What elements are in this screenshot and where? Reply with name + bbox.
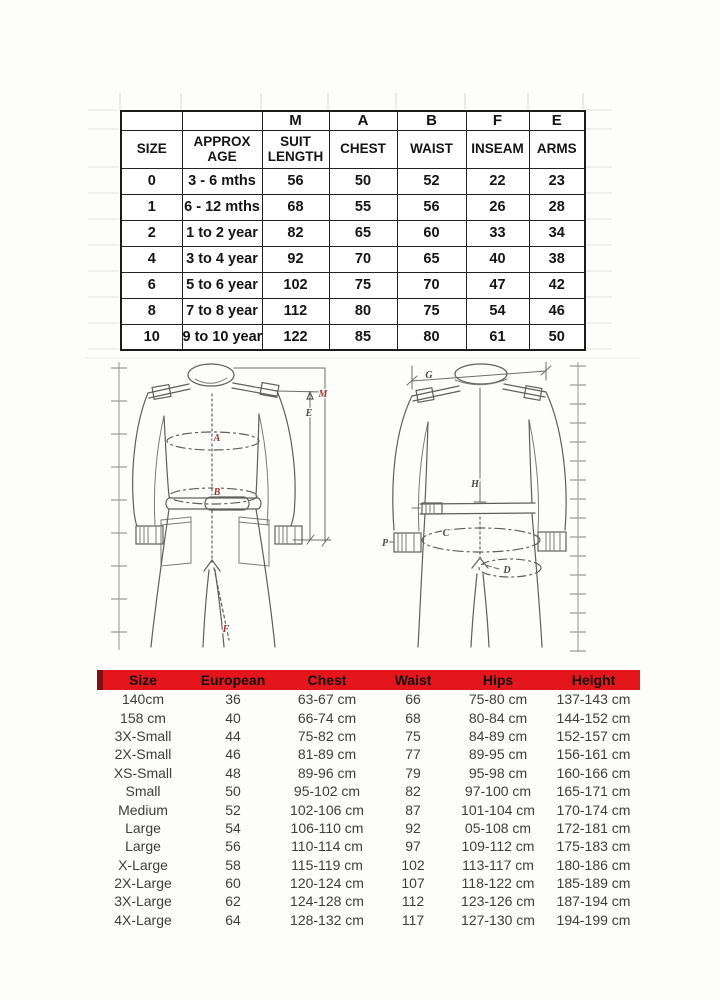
cell: 123-126 cm <box>461 893 535 910</box>
cell: 34 <box>529 220 585 246</box>
table-row <box>97 874 640 892</box>
cell: 3 to 4 year <box>182 246 262 272</box>
cell: 109-112 cm <box>461 838 535 855</box>
cell: 92 <box>262 246 329 272</box>
cell: 1 <box>121 194 182 220</box>
cell <box>182 111 262 130</box>
cell: 65 <box>397 246 466 272</box>
cell: 38 <box>529 246 585 272</box>
table-row <box>121 298 585 324</box>
cell: 124-128 cm <box>290 893 364 910</box>
cell: 165-171 cm <box>556 783 631 800</box>
cell: 102-106 cm <box>290 801 364 818</box>
cell: 68 <box>262 194 329 220</box>
cell: 56 <box>262 168 329 194</box>
cell: Small <box>125 783 161 800</box>
size-rows <box>97 690 640 929</box>
cell: 80 <box>329 298 397 324</box>
cell: WAIST <box>397 130 466 168</box>
cell: 2 <box>121 220 182 246</box>
cell: 118-122 cm <box>461 875 535 892</box>
cell: 4X-Large <box>114 911 172 928</box>
table-row <box>97 856 640 874</box>
cell: 55 <box>329 194 397 220</box>
cell: 140cm <box>121 691 165 708</box>
column-header-row <box>121 130 585 168</box>
cell: 3 - 6 mths <box>182 168 262 194</box>
cell: 1 to 2 year <box>182 220 262 246</box>
table-row <box>97 911 640 929</box>
table-row <box>97 764 640 782</box>
cell: 80-84 cm <box>468 709 528 726</box>
cell: Height <box>547 670 640 690</box>
cell: 194-199 cm <box>556 911 631 928</box>
cell: 95-98 cm <box>468 764 528 781</box>
table-row <box>97 727 640 745</box>
cell: 158 cm <box>120 709 166 726</box>
cell: 52 <box>397 168 466 194</box>
cell: 3X-Small <box>114 727 172 744</box>
cell: 117 <box>401 911 425 928</box>
cell: 8 <box>121 298 182 324</box>
cell: 22 <box>466 168 529 194</box>
cell: 05-108 cm <box>464 819 532 836</box>
cell: 112 <box>262 298 329 324</box>
cell: 2X-Large <box>114 875 172 892</box>
cell: 137-143 cm <box>556 691 631 708</box>
cell: B <box>397 111 466 130</box>
cell: 128-132 cm <box>290 911 364 928</box>
cell: 87 <box>405 801 421 818</box>
cell: 77 <box>405 746 421 763</box>
cell: XS-Small <box>113 764 173 781</box>
international-size-table <box>97 670 640 929</box>
cell: 58 <box>225 856 241 873</box>
cell: 97-100 cm <box>464 783 532 800</box>
cell: 2X-Small <box>114 746 172 763</box>
cell: 115-119 cm <box>291 856 363 873</box>
table-row <box>97 892 640 910</box>
cell: 127-130 cm <box>461 911 535 928</box>
cell: 175-183 cm <box>556 838 631 855</box>
cell: INSEAM <box>466 130 529 168</box>
cell: 170-174 cm <box>556 801 631 818</box>
cell: 50 <box>529 324 585 350</box>
cell: 63-67 cm <box>297 691 357 708</box>
cell: 79 <box>405 764 421 781</box>
letter-header-row <box>121 111 585 130</box>
cell: Large <box>125 819 161 836</box>
cell: 92 <box>405 819 421 836</box>
table-row <box>121 194 585 220</box>
cell: 106-110 cm <box>290 819 364 836</box>
front-arm-label: E <box>305 408 313 419</box>
cell: 60 <box>397 220 466 246</box>
cell: 5 to 6 year <box>182 272 262 298</box>
cell: 85 <box>329 324 397 350</box>
cell: 156-161 cm <box>556 746 631 763</box>
cell: 185-189 cm <box>556 875 631 892</box>
cell: CHEST <box>329 130 397 168</box>
cell: 0 <box>121 168 182 194</box>
cell: 56 <box>397 194 466 220</box>
cell: 113-117 cm <box>462 856 534 873</box>
table-row <box>121 324 585 350</box>
cell: 110-114 cm <box>291 838 363 855</box>
cell: 97 <box>405 838 421 855</box>
cell: 46 <box>529 298 585 324</box>
table-row <box>97 837 640 855</box>
cell: A <box>329 111 397 130</box>
cell: 102 <box>262 272 329 298</box>
cell: 36 <box>225 691 241 708</box>
cell: 23 <box>529 168 585 194</box>
cell: 102 <box>401 856 425 873</box>
cell: 122 <box>262 324 329 350</box>
cell: E <box>529 111 585 130</box>
cell: 50 <box>329 168 397 194</box>
cell: 81-89 cm <box>297 746 357 763</box>
cell: SUIT LENGTH <box>262 130 329 168</box>
cell: 52 <box>225 801 241 818</box>
cell: 89-95 cm <box>468 746 528 763</box>
cell: 40 <box>225 709 241 726</box>
header-left-dark-edge <box>97 670 103 690</box>
cell: 70 <box>329 246 397 272</box>
table-row <box>121 168 585 194</box>
back-hips-label: C <box>442 528 450 539</box>
cell: 66-74 cm <box>297 709 357 726</box>
cell: 28 <box>529 194 585 220</box>
cell: 75 <box>397 298 466 324</box>
cell: 64 <box>225 911 241 928</box>
front-chest-label: A <box>213 433 221 444</box>
cell: 107 <box>401 875 425 892</box>
cell: 44 <box>225 727 241 744</box>
cell: 180-186 cm <box>556 856 631 873</box>
table-row <box>121 220 585 246</box>
cell: 70 <box>397 272 466 298</box>
table-row <box>97 782 640 800</box>
cell: 3X-Large <box>114 893 172 910</box>
cell: 42 <box>529 272 585 298</box>
cell: Waist <box>377 670 449 690</box>
table-row <box>97 690 640 708</box>
cell: 75-82 cm <box>297 727 357 744</box>
back-cuff-label: P <box>381 538 389 549</box>
bottom-table-header-row <box>97 670 640 690</box>
cell <box>121 111 182 130</box>
cell: Size <box>97 670 189 690</box>
cell: Medium <box>118 801 168 818</box>
cell: 62 <box>225 893 241 910</box>
cell: 47 <box>466 272 529 298</box>
cell: 75-80 cm <box>468 691 528 708</box>
suit-back-diagram <box>370 362 575 654</box>
cell: 95-102 cm <box>293 783 361 800</box>
cell: 65 <box>329 220 397 246</box>
cell: SIZE <box>121 130 182 168</box>
cell: 4 <box>121 246 182 272</box>
cell: 9 to 10 year <box>182 324 262 350</box>
cell: 152-157 cm <box>556 727 631 744</box>
back-shoulder-label: G <box>425 370 433 381</box>
cell: 33 <box>466 220 529 246</box>
cell: 84-89 cm <box>468 727 528 744</box>
cell: 120-124 cm <box>290 875 364 892</box>
cell: 26 <box>466 194 529 220</box>
cell: 68 <box>405 709 421 726</box>
cell: 56 <box>225 838 241 855</box>
cell: Hips <box>449 670 547 690</box>
table-row <box>121 272 585 298</box>
front-inseam-label: F <box>222 624 230 635</box>
back-length-label: H <box>471 479 479 490</box>
cell: 7 to 8 year <box>182 298 262 324</box>
cell: Chest <box>277 670 377 690</box>
back-thigh-label: D <box>503 565 511 576</box>
table-row <box>121 246 585 272</box>
cell: 6 <box>121 272 182 298</box>
cell: 82 <box>405 783 421 800</box>
cell: 89-96 cm <box>297 764 357 781</box>
table-row <box>97 800 640 818</box>
cell: 160-166 cm <box>556 764 631 781</box>
cell: 101-104 cm <box>461 801 535 818</box>
cell: European <box>189 670 277 690</box>
suit-measurement-table <box>120 110 586 351</box>
cell: 40 <box>466 246 529 272</box>
cell: 46 <box>225 746 241 763</box>
cell: 54 <box>466 298 529 324</box>
cell: 48 <box>225 764 241 781</box>
cell: 75 <box>329 272 397 298</box>
front-waist-label: B <box>213 487 221 498</box>
cell: 144-152 cm <box>556 709 631 726</box>
cell: 187-194 cm <box>556 893 631 910</box>
cell: 82 <box>262 220 329 246</box>
cell: 50 <box>225 783 241 800</box>
cell: Large <box>125 838 161 855</box>
cell: 61 <box>466 324 529 350</box>
cell: F <box>466 111 529 130</box>
measurement-rows <box>121 168 585 350</box>
cell: 112 <box>401 893 425 910</box>
cell: 54 <box>225 819 241 836</box>
front-length-label: M <box>318 389 328 400</box>
cell: ARMS <box>529 130 585 168</box>
cell: APPROX AGE <box>182 130 262 168</box>
table-row <box>97 745 640 763</box>
cell: 172-181 cm <box>556 819 631 836</box>
suit-front-diagram <box>125 362 335 654</box>
cell: 80 <box>397 324 466 350</box>
cell: M <box>262 111 329 130</box>
cell: 75 <box>405 727 421 744</box>
cell: 10 <box>121 324 182 350</box>
cell: 60 <box>225 875 241 892</box>
cell: 6 - 12 mths <box>182 194 262 220</box>
table-row <box>97 708 640 726</box>
cell: X-Large <box>118 856 168 873</box>
cell: 66 <box>405 691 421 708</box>
table-row <box>97 819 640 837</box>
